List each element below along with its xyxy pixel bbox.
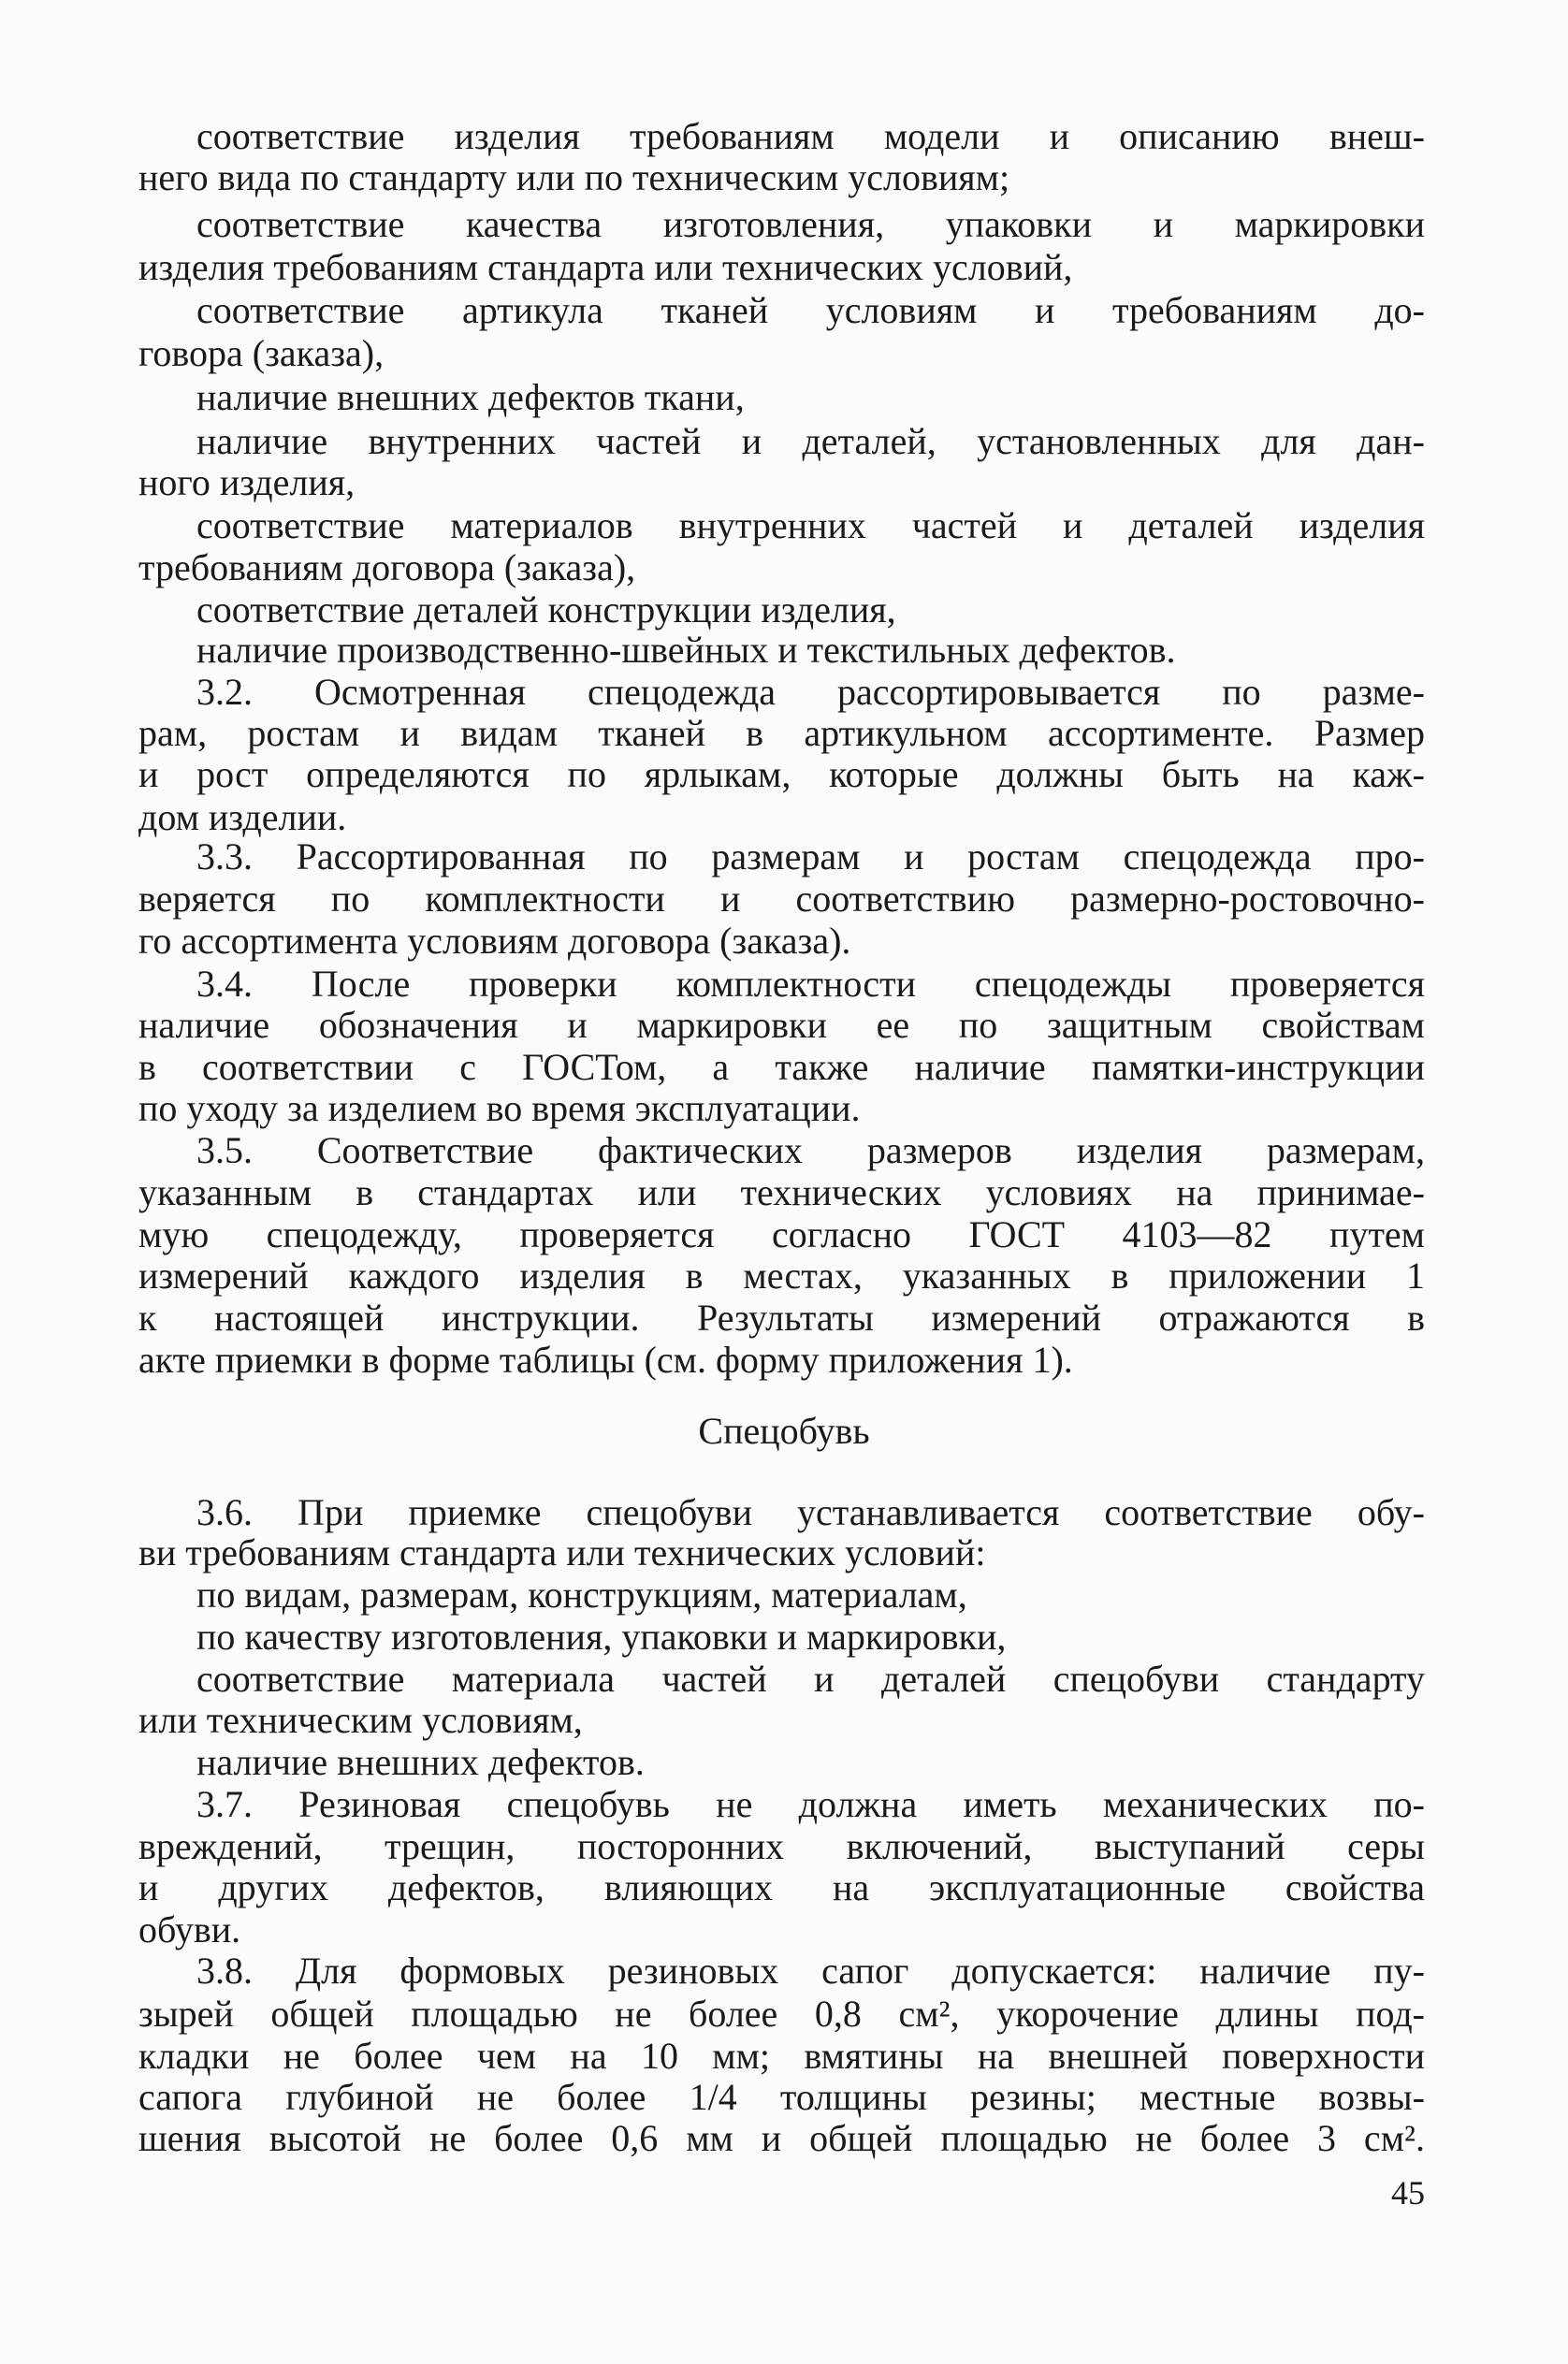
line-text: наличие обозначения и маркировки ее по защитным свойствам: [138, 1004, 1425, 1046]
line-text: 3.5. Соответствие фактических размеров изделия размерам,: [196, 1129, 1425, 1171]
line-text: по видам, размерам, конструкциям, материалам,: [196, 1574, 967, 1616]
line-text: измерений каждого изделия в местах, указанных в приложении 1: [138, 1255, 1425, 1297]
line-text: к настоящей инструкции. Результаты измерений отражаются в: [138, 1297, 1425, 1339]
line-text: него вида по стандарту или по техническим условиям;: [138, 156, 1010, 198]
line-text: и других дефектов, влияющих на эксплуатационные свойства: [138, 1866, 1425, 1908]
line-text: соответствие артикула тканей условиям и требованиям до-: [196, 289, 1425, 331]
line-text: соответствие изделия требованиям модели и описанию внеш-: [196, 115, 1425, 157]
line-text: 3.2. Осмотренная спецодежда рассортировывается по разме-: [196, 671, 1425, 713]
page-number-text: 45: [1391, 2174, 1425, 2212]
line-text: наличие внешних дефектов.: [196, 1741, 645, 1783]
line-text: акте приемки в форме таблицы (см. форму приложения 1).: [138, 1339, 1073, 1381]
line-text: изделия требованиям стандарта или технических условий,: [138, 246, 1073, 288]
line-text: наличие производственно-швейных и текстильных дефектов.: [196, 629, 1176, 671]
line-text: 3.6. При приемке спецобуви устанавливается соответствие обу-: [196, 1491, 1425, 1533]
line-text: 3.4. После проверки комплектности спецодежды проверяется: [196, 963, 1425, 1005]
line-text: по уходу за изделием во время эксплуатации.: [138, 1087, 861, 1129]
line-text: или техническим условиям,: [138, 1699, 583, 1741]
line-text: рам, ростам и видам тканей в артикульном ассортименте. Размер: [138, 712, 1425, 754]
section-heading: [0, 1411, 1568, 1452]
line-text: соответствие качества изготовления, упаковки и маркировки: [196, 203, 1425, 245]
line-text: соответствие материала частей и деталей спецобуви стандарту: [196, 1658, 1425, 1700]
line-text: 3.7. Резиновая спецобувь не должна иметь механических по-: [196, 1783, 1425, 1825]
line-text: веряется по комплектности и соответствию размерно-ростовочно-: [138, 877, 1425, 920]
line-text: дом изделии.: [138, 796, 347, 838]
line-text: 3.3. Рассортированная по размерам и ростам спецодежда про-: [196, 835, 1425, 877]
page-number: [1391, 2172, 1568, 2213]
section-heading-text: Спецобувь: [698, 1410, 870, 1452]
line-text: и рост определяются по ярлыкам, которые должны быть на каж-: [138, 753, 1425, 795]
line-text: говора (заказа),: [138, 332, 385, 374]
line-text: наличие внутренних частей и деталей, установленных для дан-: [196, 420, 1425, 462]
line-text: в соответствии с ГОСТом, а также наличие памятки-инструкции: [138, 1046, 1425, 1088]
line-text: соответствие деталей конструкции изделия,: [196, 588, 896, 631]
line-text: го ассортимента условиям договора (заказа).: [138, 920, 851, 962]
line-text: ви требованиям стандарта или технических условий:: [138, 1531, 986, 1574]
line-text: шения высотой не более 0,6 мм и общей площадью не более 3 см².: [138, 2117, 1425, 2159]
line-text: наличие внешних дефектов ткани,: [196, 376, 745, 418]
line-text: указанным в стандартах или технических условиях на принимае-: [138, 1171, 1425, 1213]
line-text: обуви.: [138, 1908, 241, 1951]
line-text: по качеству изготовления, упаковки и маркировки,: [196, 1616, 1007, 1658]
line-text: мую спецодежду, проверяется согласно ГОСТ 4103—82 путем: [138, 1213, 1425, 1255]
line-text: вреждений, трещин, посторонних включений, выступаний серы: [138, 1825, 1425, 1867]
line-text: зырей общей площадью не более 0,8 см², укорочение длины под-: [138, 1993, 1425, 2035]
line-text: требованиям договора (заказа),: [138, 546, 636, 588]
line-text: 3.8. Для формовых резиновых сапог допускается: наличие пу-: [196, 1950, 1425, 1992]
line-text: сапога глубиной не более 1/4 толщины резины; местные возвы-: [138, 2076, 1425, 2118]
line-text: соответствие материалов внутренних частей и деталей изделия: [196, 504, 1425, 546]
line-text: ного изделия,: [138, 461, 356, 503]
line-text: кладки не более чем на 10 мм; вмятины на внешней поверхности: [138, 2035, 1425, 2077]
